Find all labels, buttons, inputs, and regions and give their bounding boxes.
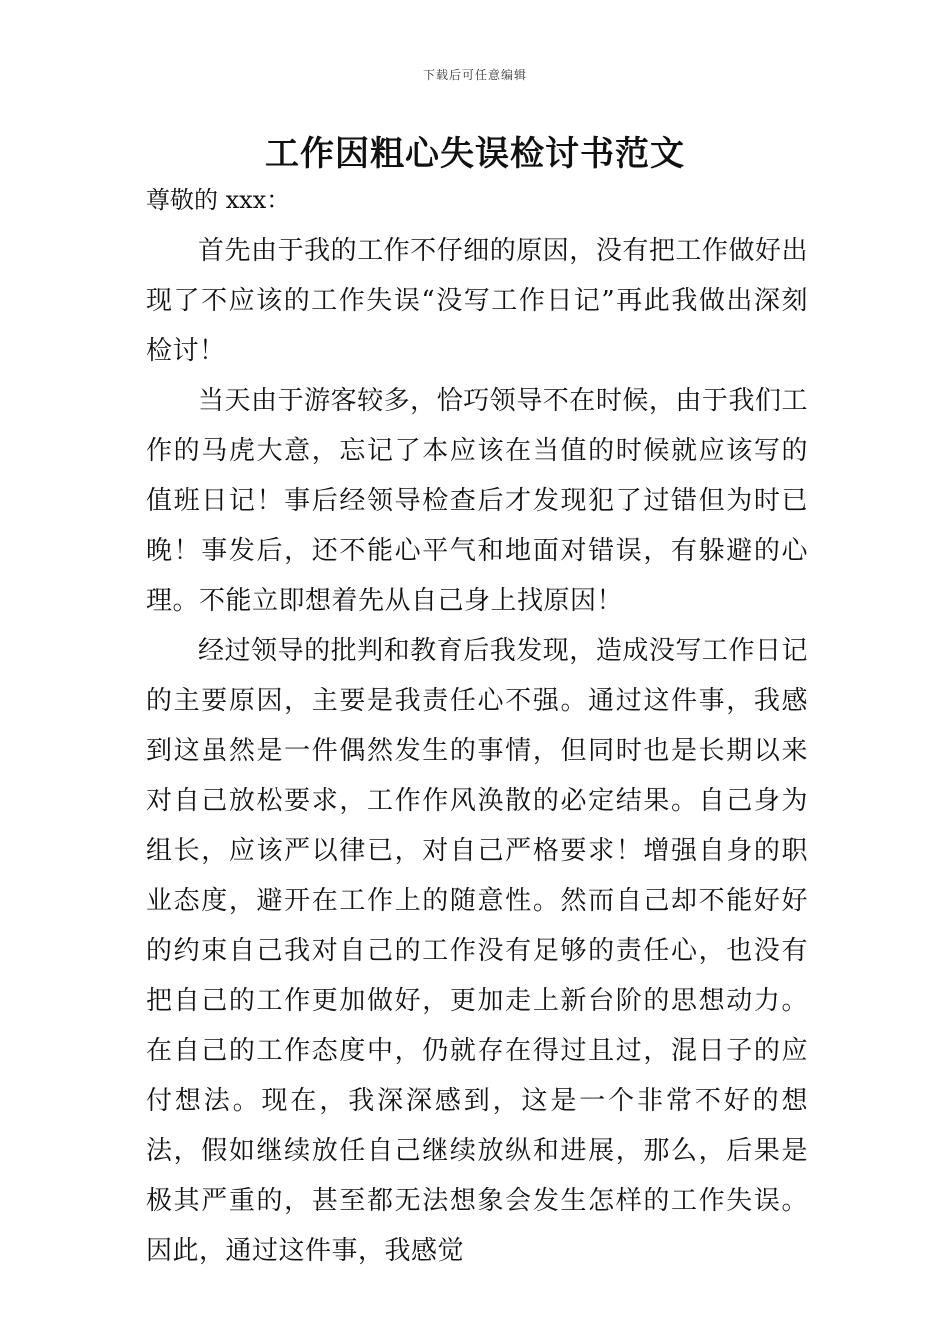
paragraph-1: 首先由于我的工作不仔细的原因，没有把工作做好出现了不应该的工作失误“没写工作日记”再此我做出深刻检讨！ — [146, 236, 808, 366]
salutation: 尊敬的 xxx： — [146, 186, 291, 214]
document-title: 工作因粗心失误检讨书范文 — [265, 134, 685, 174]
header-note: 下载后可任意编辑 — [422, 68, 527, 82]
document-body — [146, 226, 808, 1276]
paragraph-2: 当天由于游客较多，恰巧领导不在时候，由于我们工作的马虎大意，忘记了本应该在当值的时候就应该写的值班日记！事后经领导检查后才发现犯了过错但为时已晚！事发后，还不能心平气和地面对错误，有躲避的心理。不能立即想着先从自己身上找原因！ — [146, 386, 808, 616]
paragraph-3: 经过领导的批判和教育后我发现，造成没写工作日记的主要原因，主要是我责任心不强。通过这件事，我感到这虽然是一件偶然发生的事情，但同时也是长期以来对自己放松要求，工作作风涣散的必定结果。自己身为组长，应该严以律已，对自己严格要求！增强自身的职业态度，避开在工作上的随意性。然而自己却不能好好的约束自己我对自己的工作没有足够的责任心，也没有把自己的工作更加做好，更加走上新台阶的思想动力。在自己的工作态度中，仍就存在得过且过，混日子的应付想法。现在，我深深感到，这是一个非常不好的想法，假如继续放任自己继续放纵和进展，那么，后果是极其严重的，甚至都无法想象会发生怎样的工作失误。因此，通过这件事，我感觉 — [146, 636, 808, 1266]
